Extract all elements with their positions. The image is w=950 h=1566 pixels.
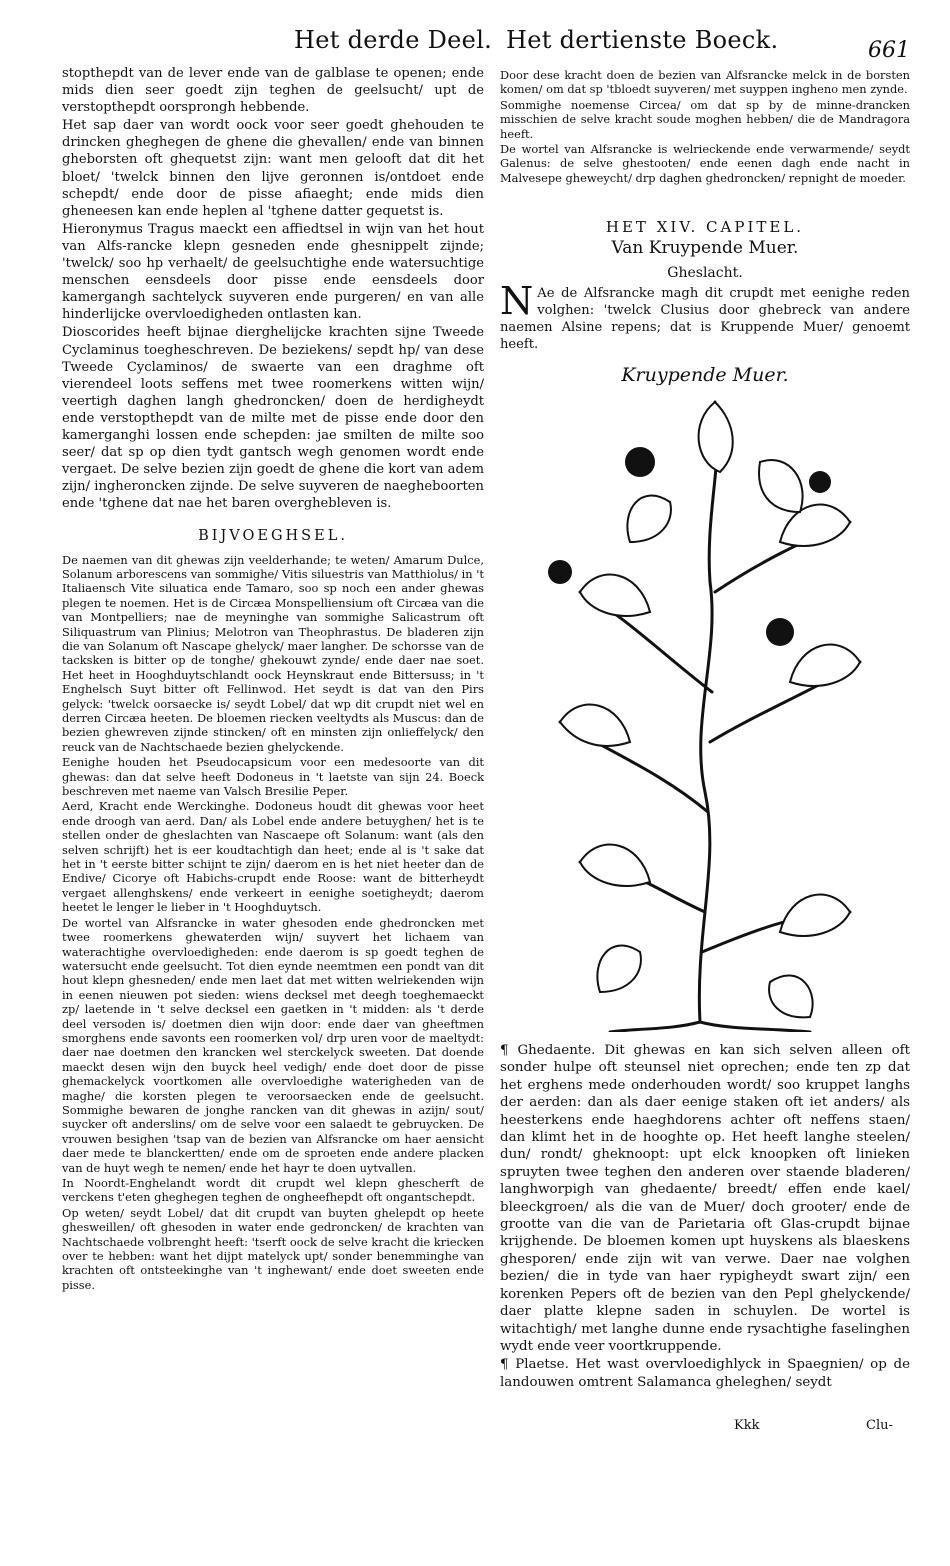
paragraph: ¶ Plaetse. Het wast overvloedighlyck in Spaegnien/ op de landouwen omtrent Salamanca gheleghen/ seydt (500, 1357, 910, 1390)
leaf (627, 496, 671, 542)
figure-title: Kruypende Muer. (621, 363, 789, 386)
right-top-notes (500, 68, 910, 185)
paragraph: Eenighe houden het Pseudocapsicum voor een medesoorte van dit ghewas: dan dat selve heeft Dodoneus in 't laetste van sijn 24. Boeck beschreven met naeme van Valsch Bresilie Peper. (62, 755, 484, 799)
leaf (769, 975, 813, 1017)
signature-mark: Kkk (734, 1418, 760, 1433)
header-right-title: Het dertienste Boeck. (506, 26, 779, 54)
section-heading: BIJVOEGHSEL. (198, 528, 348, 545)
paragraph: De naemen van dit ghewas zijn veelderhande; te weten/ Amarum Dulce, Solanum arborescens van sommighe/ Vitis siluestris van Matthiolus/ in 't Italiaensch Vite siluatica ende Tamaro, soo sp noch een ander ghewas plegen te noemen. Het is de Circæa Monspelliensium oft Circæa van die van Montpelliers; nae de meyninghe van sommighe Salicastrum oft Siliquastrum van Plinius; Melotron van Theophrastus. De bladeren zijn die van Solanum oft Nascape ghelyck/ maer langher. De schorsse van de tacksken is bitter op de tonghe/ ghekouwt zynde/ ende daer nae soet. Het heet in Hooghduytschlandt oock Heynskraut ende Bittersuss; in 't Enghelsch Suyt bitter oft Fellinwod. Het seydt is dat van den Pirs gelyck: 'twelck oorsaecke is/ seydt Lobel/ dat wp dit crupdt niet wel en derren Circæa heeten. De bloemen riecken veeltydts als Muscus: dan de bezien ghewreven zijnde stincken/ oft en minsten zijn onlieffelyck/ den reuck van de Nachtschaede bezien ghelyckende. (62, 552, 484, 754)
leaf (580, 845, 650, 886)
paragraph: Het sap daer van wordt oock voor seer goedt ghehouden te drincken gheghegen de ghene die ghevallen/ ende van binnen gheborsten oft ghequetst zijn: want men gelooft dat dit het bloet/ 'twelck binnen den lijve geronnen is/ontdoet ende schepdt/ ende door de pisse afiaeght; ende mids dien gheneesen kan ende heplen al 'tghene datter gequetst is. (62, 118, 484, 219)
paragraph: Op weten/ seydt Lobel/ dat dit crupdt van buyten ghelepdt op heete ghesweillen/ oft ghesoden in water ende gedroncken/ de krachten van Nachtschaede volbrenght heeft: 'tserft oock de selve kracht die kriecken over te hebben: want het dijpt matelyck upt/ sonder benemminghe van krachten oft ontsteekinghe van 't inghewant/ ende doet sweeten ende pisse. (62, 1205, 484, 1292)
leaf (790, 645, 860, 686)
berry (766, 618, 794, 646)
chapter-heading: HET XIV. CAPITEL. (605, 218, 805, 237)
paragraph: Door dese kracht doen de bezien van Alfsrancke melck in de borsten komen/ om dat sp 'tbloedt suyveren/ met suyppen ingheno men zynde. (500, 68, 910, 97)
drop-cap: N (500, 278, 534, 323)
intro-paragraph (500, 278, 910, 353)
header-left-title: Het derde Deel. (294, 26, 493, 54)
catchword: Clu- (866, 1418, 893, 1433)
right-column (500, 68, 910, 1392)
berry (809, 471, 831, 493)
paragraph: In Noordt-Enghelandt wordt dit crupdt wel klepn ghescherft de verckens t'eten gheghegen teghen de ongheefhepdt oft ongantschepdt. (62, 1176, 484, 1205)
paragraph: Hieronymus Tragus maeckt een affiedtsel in wijn van het hout van Alfs-rancke klepn gesneden ende ghesnippelt zijnde; 'twelck/ soo hp verhaelt/ de geelsuchtighe ende watersuchtige menschen eensdeels door pisse ende eensdeels door kamergangh sachtelyck suyveren ende purgeren/ en van alle hinderlijcke overvloedigheden ontlasten kan. (62, 221, 484, 323)
gheslacht-heading: Gheslacht. (667, 265, 743, 282)
paragraph: De wortel van Alfsrancke is welrieckende ende verwarmende/ seydt Galenus: de selve ghestooten/ ende eenen dagh ende nacht in Malvesepe gheweycht/ drp daghen ghedroncken/ repnight de moeder. (500, 142, 910, 185)
leaf (699, 402, 733, 472)
paragraph: ¶ Ghedaente. Dit ghewas en kan sich selven alleen oft sonder hulpe oft steunsel niet oprechen; ende ten zp dat het erghens mede onderhouden wordt/ soo kruppet langhs der aerden: dan als daer eenige staken oft iet anders/ als heesterkens ende haeghdorens achter oft neffens staen/ dan klimt het in de hooghte op. Het heeft langhe steelen/ dun/ rondt/ gheknoopt: upt elck knoopken oft linieken spruyten twee teghen den anderen over staende bladeren/ langhworpigh van ghedaente/ breedt/ effen ende kael/ bleeckgroen/ als die van de Muer/ doch grooter/ ende de grootte van die van de Parietaria oft Glas-crupdt bijnae krijghende. De bloemen komen upt huyskens als blaeskens ghesporen/ ende zijn wit van verwe. Daer nae volghen bezien/ die in tyde van haer rypigheydt swart zijn/ een korenken Pepers oft de bezien van den Pepl ghelyckende/ daer platte klepne saden in schuylen. De wortel is witachtigh/ met langhe dunne ende rysachtighe faselinghen wydt ende veer voortkruppende. (500, 1043, 910, 1354)
paragraph: Sommighe noemense Circea/ om dat sp by de minne-drancken misschien de selve kracht soude moghen hebben/ die de Mandragora heeft. (500, 97, 910, 141)
berry (625, 447, 655, 477)
description-body (500, 1042, 910, 1391)
root (610, 1022, 810, 1032)
plant-woodcut-illustration (520, 392, 890, 1032)
berry (548, 560, 572, 584)
paragraph: De wortel van Alfsrancke in water ghesoden ende ghedroncken met twee roomerkens ghewaterden wijn/ suyvert het lichaem van waterachtighe overvloedigheden: ende daerom is sp goedt teghen de watersucht ende geelsucht. Tot dien eynde neemtmen een pondt van dit hout klepn ghesneden/ ende men laet dat met witten welriekenden wijn in eenen nieuwen pot sieden: wiens decksel met deegh toeghemaeckt zp/ laetende in 't selve decksel een gaetken in 't midden: als 't derde deel versoden is/ doetmen dien wijn door: ende daer van gheeftmen smorghens ende savonts een roomerken vol/ drp uren voor de maeltydt: daer nae doetmen den krancken wel sterckelyck sweeten. Dat doende maeckt desen wijn den buyck heel vedigh/ ende doet door de pisse ghemackelyck voortkomen alle overvloedighe waterigheden van de maghe/ die korsten plegen te veroorsaecken ende de geelsucht. Sommighe bewaren de jonghe rancken van dit ghewas in azijn/ sout/ suycker oft anderslins/ om de selve voor een salaedt te gebruycken. De vrouwen besighen 'tsap van de bezien van Alfsrancke om haer aensicht daer mede te blanckertten/ ende om de sproeten ende andere placken van de huyt wegh te nemen/ ende het hayr te doen uytvallen. (62, 915, 484, 1175)
leaf (759, 460, 803, 512)
left-column (62, 65, 484, 1293)
chapter-subtitle: Van Kruypende Muer. (611, 238, 799, 259)
paragraph: Dioscorides heeft bijnae dierghelijcke krachten sijne Tweede Cyclaminus toegheschreven. De beziekens/ sepdt hp/ van dese Tweede Cyclaminos/ de swaerte van een draghme oft vierendeel loots seffens met twee roomerkens witten wijn/ veertigh daghen langh ghedroncken/ doen de herdigheydt ende verstopthepdt van de milte met de pisse ende door den kamerganghi lossen ende schepden: jae smilten de milte soo seer/ dat sp op dien tydt gantsch wegh genomen wordt ende vergaet. De selve bezien zijn goedt de ghene die kort van adem zijn/ ingheroncken zijnde. De selve suyveren de naegheboorten ende 'tghene dat nae het baren overghebleven is. (62, 325, 484, 512)
paragraph: stopthepdt van de lever ende van de galblase te openen; ende mids dien seer goedt zijn teghen de geelsucht/ upt de verstopthepdt oorsprongh hebbende. (62, 66, 484, 116)
leaf (780, 895, 850, 936)
leaf (580, 575, 650, 616)
leaf (560, 705, 630, 746)
paragraph: Aerd, Kracht ende Werckinghe. Dodoneus houdt dit ghewas voor heet ende droogh van aerd. Dan/ als Lobel ende andere betuyghen/ het is te stellen onder de gheslachten van Nascaepe oft Solanum: want (als den selven schrijft) het is eer koudtachtigh dan heet; ende al is 't sake dat het in 't eerste bitter schijnt te zijn/ daerom en is het niet heeter dan de Endive/ Cicorye oft Habichs-crupdt ende Roose: want de bitterheydt vergaet allenghskens/ ende verkeert in eenighe soetigheydt; daerom heetet le lenger le lieber in 't Hooghduytsch. (62, 799, 484, 915)
leaf (597, 946, 641, 992)
main-stem (699, 402, 718, 1022)
intro-text: Ae de Alfsrancke magh dit crupdt met eenighe reden volghen: 'twelck Clusius door ghebreck van andere naemen Alsine repens; dat is Kruppende Muer/ genoemt heeft. (500, 285, 910, 352)
page-number: 661 (868, 38, 910, 63)
section-body (62, 553, 484, 1293)
